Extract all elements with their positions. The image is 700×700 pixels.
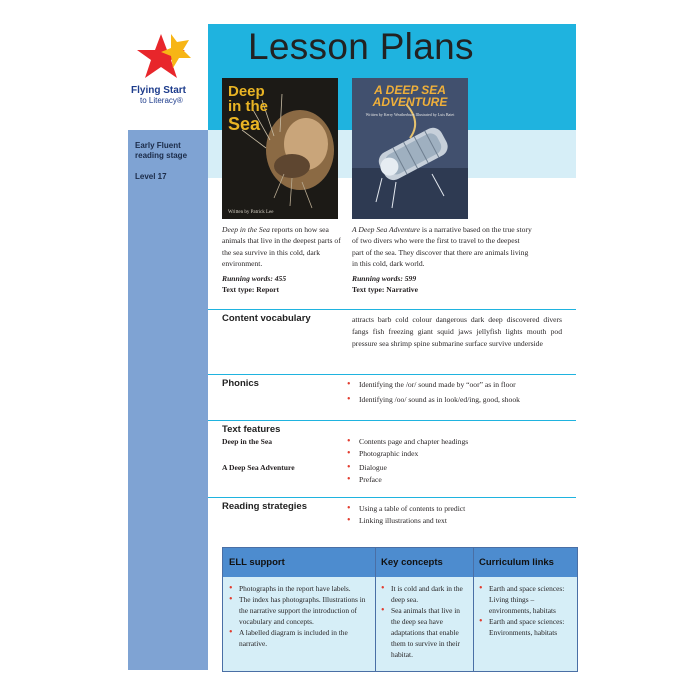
list-item: • Identifying /oo/ sound as in look/ed/ing, good, shook xyxy=(346,394,571,406)
text-features-heading: Text features xyxy=(222,424,281,435)
sidebar xyxy=(128,130,208,670)
brand-name: Flying Start xyxy=(131,85,187,96)
book1-running-words-text: Running words: 455 xyxy=(222,274,287,283)
list-item: • Identifying the /or/ sound made by “oor” as in floor xyxy=(346,379,571,391)
text-features-book2: A Deep Sea Adventure xyxy=(222,463,295,472)
table-cell-key-concepts xyxy=(375,577,473,671)
divider xyxy=(208,309,576,310)
page-title: Lesson Plans xyxy=(248,26,474,67)
list-item: • Earth and space sciences: Environments, habitats xyxy=(477,616,573,638)
book1-description-text: reports on how sea animals that live in the deepest parts of the sea survive in this cold, dark environment. xyxy=(222,225,341,268)
cover-title-line1: Deep xyxy=(228,83,265,100)
text-features-book2-list xyxy=(346,462,571,486)
table-header-ell: ELL support xyxy=(223,548,375,577)
book-cover-a-deep-sea-adventure xyxy=(352,78,468,219)
cover-title: A DEEP SEA ADVENTURE xyxy=(372,83,448,109)
book2-title: A Deep Sea Adventure xyxy=(352,225,420,234)
list-item: • Photographs in the report have labels. xyxy=(227,583,371,594)
book2-running-words xyxy=(352,273,416,284)
cover-author: Written by Patrick Lee xyxy=(228,210,274,215)
book2-description xyxy=(352,224,532,269)
list-item: • Preface xyxy=(346,474,571,486)
list-item: • Using a table of contents to predict xyxy=(346,503,571,515)
content-vocabulary-words: attracts barb cold colour dangerous dark deep discovered divers fangs fish freezing giant squid jaws jellyfish lights mouth pod pressure sea shrimp spine submarine surface survive underside xyxy=(352,315,562,348)
list-item: • Earth and space sciences: Living things – environments, habitats xyxy=(477,583,573,616)
curriculum-list xyxy=(477,583,573,638)
table-divider xyxy=(473,548,474,671)
list-item: • A labelled diagram is included in the narrative. xyxy=(227,627,371,649)
book2-description-text: is a narrative based on the true story of two divers who were the first to travel to the deepest part of the sea. They discover that there are animals living in this cold, dark world. xyxy=(352,225,532,268)
brand-tagline: to Literacy® xyxy=(140,96,183,105)
list-item: • Sea animals that live in the deep sea have adaptations that enable them to survive in their habitat. xyxy=(379,605,469,660)
book2-text-type: Text type: Narrative xyxy=(352,285,418,294)
ell-list xyxy=(227,583,371,649)
list-item: • Linking illustrations and text xyxy=(346,515,571,527)
level-label: Level 17 xyxy=(135,172,167,181)
list-item: • It is cold and dark in the deep sea. xyxy=(379,583,469,605)
phonics-heading: Phonics xyxy=(222,378,259,389)
phonics-list xyxy=(346,379,571,406)
table-cell-ell xyxy=(223,577,375,671)
book-cover-deep-in-the-sea xyxy=(222,78,338,219)
book2-running-words-text: Running words: 599 xyxy=(352,274,417,283)
list-item: • The index has photographs. Illustrations in the narrative support the introduction of vocabulary and concepts. xyxy=(227,594,371,627)
divider xyxy=(208,497,576,498)
list-item: • Contents page and chapter headings xyxy=(346,436,571,448)
cover-title-line2: in the xyxy=(228,98,268,115)
reading-stage: Early Fluent reading stage xyxy=(135,141,188,160)
cover-title-line3: Sea xyxy=(228,114,261,134)
book1-text-type: Text type: Report xyxy=(222,285,280,294)
text-features-book1-list xyxy=(346,436,571,460)
book1-running-words xyxy=(222,273,286,284)
book1-title: Deep in the Sea xyxy=(222,225,270,234)
support-table xyxy=(222,547,578,672)
table-cell-curriculum xyxy=(473,577,577,671)
book1-description xyxy=(222,224,344,269)
content-vocabulary-heading: Content vocabulary xyxy=(222,313,311,324)
reading-strategies-list xyxy=(346,503,571,527)
cover-credits: Written by Kerry Weatherburn Illustrated by Luis Batet xyxy=(365,112,455,117)
table-header-key-concepts: Key concepts xyxy=(375,548,473,577)
text-features-book1: Deep in the Sea xyxy=(222,437,272,446)
reading-strategies-heading: Reading strategies xyxy=(222,501,307,512)
table-divider xyxy=(375,548,376,671)
list-item: • Dialogue xyxy=(346,462,571,474)
divider xyxy=(208,374,576,375)
list-item: • Photographic index xyxy=(346,448,571,460)
divider xyxy=(208,420,576,421)
table-header-curriculum: Curriculum links xyxy=(473,548,577,577)
key-concepts-list xyxy=(379,583,469,660)
